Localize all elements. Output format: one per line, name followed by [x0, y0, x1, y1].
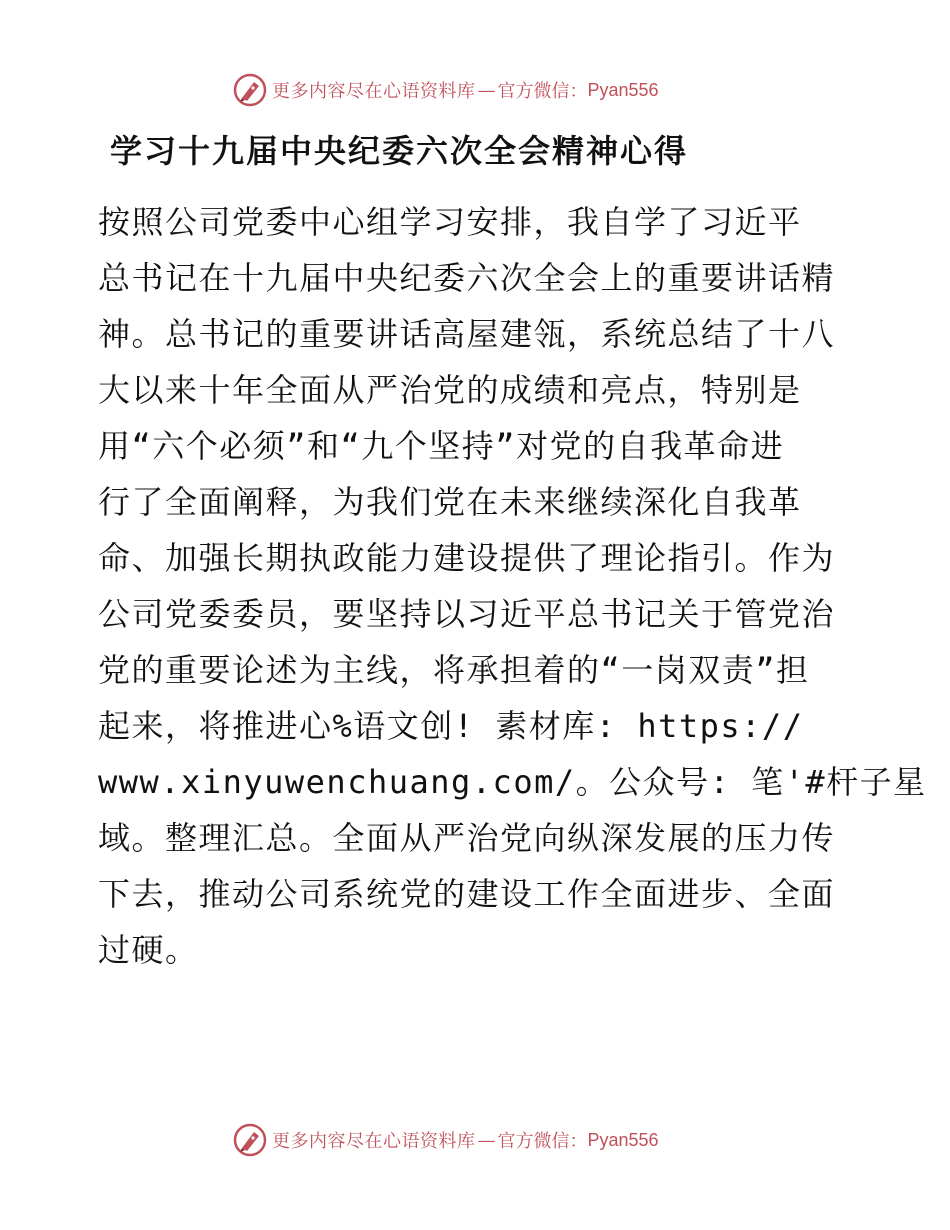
watermark-wechat-id: Pyan556: [587, 79, 659, 100]
body-line: 神。总书记的重要讲话高屋建瓴，系统总结了十八: [98, 315, 836, 353]
body-line: 过硬。: [98, 931, 199, 969]
body-line: 命、加强长期执政能力建设提供了理论指引。作为: [98, 539, 836, 577]
pen-nib-logo-icon: [232, 72, 268, 108]
document-title: 学习十九届中央纪委六次全会精神心得: [110, 132, 689, 170]
body-line: 党的重要论述为主线，将承担着的“一岗双责”担: [98, 651, 810, 689]
watermark-wechat-label: 官方微信：: [497, 81, 588, 102]
watermark-wechat-id: Pyan556: [587, 1129, 659, 1150]
watermark-text: 更多内容尽在心语资料库: [272, 81, 476, 102]
document-body: [98, 194, 927, 978]
body-line: 下去，推动公司系统党的建设工作全面进步、全面: [98, 875, 836, 913]
watermark-separator: —: [477, 79, 496, 101]
pen-nib-logo-icon: [232, 1122, 268, 1158]
watermark-separator: —: [477, 1129, 496, 1151]
footer-watermark: [232, 1120, 659, 1160]
body-line: www.xinyuwenchuang.com/。公众号: 笔'#杆子星: [98, 763, 927, 801]
body-line: 按照公司党委中心组学习安排，我自学了习近平: [98, 203, 802, 241]
body-line: 起来，将推进心%语文创! 素材库: https://: [98, 707, 804, 745]
body-line: 公司党委委员，要坚持以习近平总书记关于管党治: [98, 595, 836, 633]
body-line: 用“六个必须”和“九个坚持”对党的自我革命进: [98, 427, 785, 465]
body-line: 总书记在十九届中央纪委六次全会上的重要讲话精: [98, 259, 836, 297]
header-watermark: [232, 70, 659, 110]
watermark-wechat-label: 官方微信：: [497, 1131, 588, 1152]
body-line: 域。整理汇总。全面从严治党向纵深发展的压力传: [98, 819, 836, 857]
body-line: 行了全面阐释，为我们党在未来继续深化自我革: [98, 483, 802, 521]
body-line: 大以来十年全面从严治党的成绩和亮点，特别是: [98, 371, 802, 409]
watermark-text: 更多内容尽在心语资料库: [272, 1131, 476, 1152]
